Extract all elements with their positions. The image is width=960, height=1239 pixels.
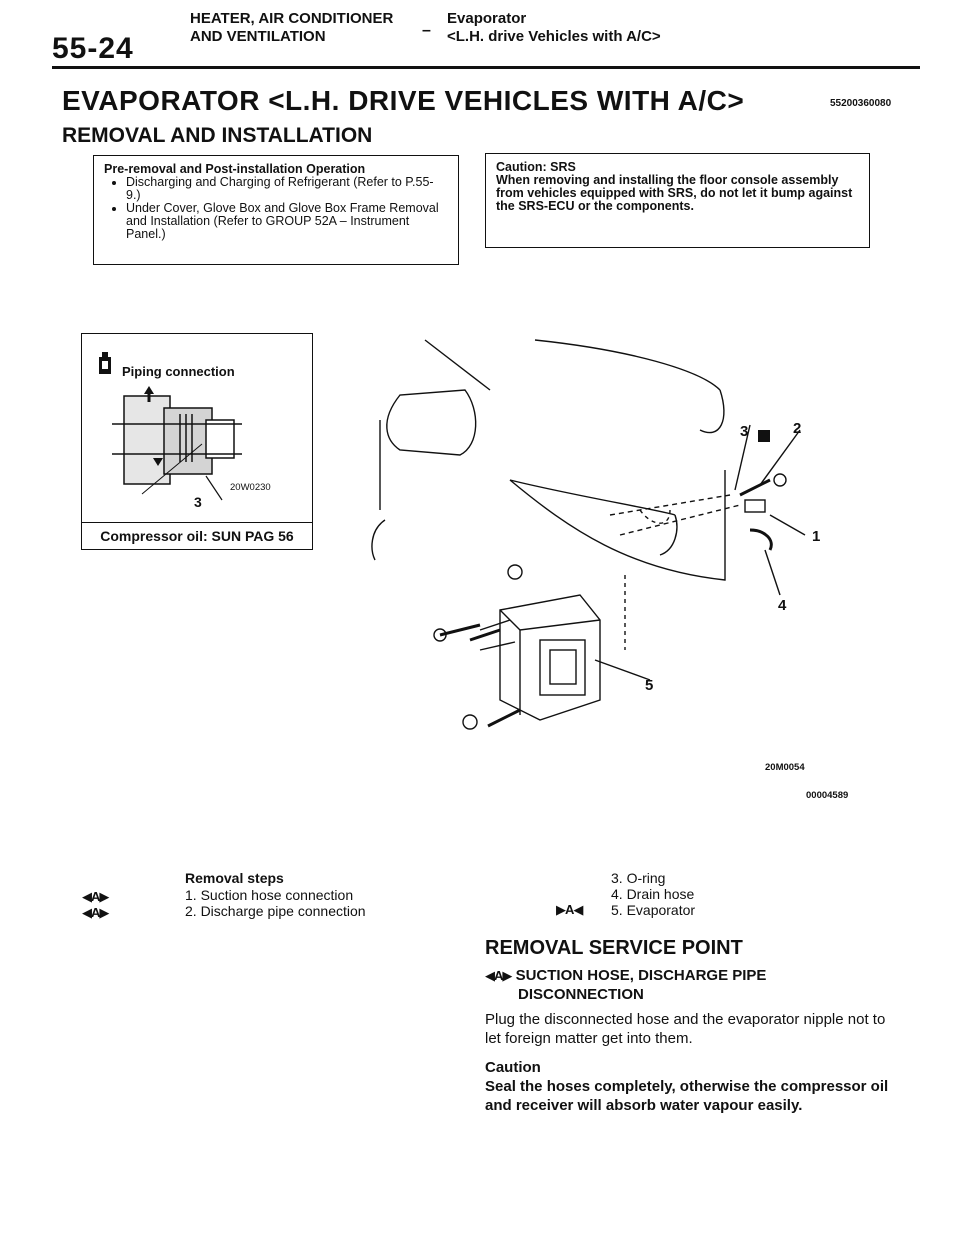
removal-steps-left — [185, 887, 366, 919]
section-subtitle: REMOVAL AND INSTALLATION — [62, 124, 373, 147]
pre-removal-list — [104, 176, 448, 241]
service-marker-a: ◀A▶ — [485, 968, 512, 983]
section-line-1: HEATER, AIR CONDITIONER — [190, 10, 394, 27]
service-caution — [485, 1058, 915, 1115]
removal-step: 5. Evaporator — [611, 902, 696, 918]
diagram-callout-3: 3 — [740, 423, 749, 440]
doc-code: 55200360080 — [830, 98, 892, 109]
service-caution-heading: Caution — [485, 1059, 541, 1076]
removal-step: 4. Drain hose — [611, 886, 695, 902]
header-rule — [52, 66, 920, 69]
srs-caution-box — [485, 153, 870, 248]
section-name — [190, 10, 393, 46]
srs-caution-text: When removing and installing the floor console assembly from vehicles equipped with SRS, do not let it bump against the SRS-ECU or the components. — [496, 173, 853, 213]
evaporator-diagram — [340, 330, 840, 750]
page-number: 55-24 — [52, 32, 134, 65]
inset-title: Piping connection — [122, 364, 235, 379]
removal-marker-a-2: ◀A▶ — [82, 905, 109, 920]
lubricant-can-icon — [96, 352, 118, 376]
pre-removal-item: • Discharging and Charging of Refrigerant (Refer to P.55-9.) — [126, 176, 448, 202]
removal-steps-right — [611, 870, 695, 918]
header-dash: – — [422, 22, 431, 39]
srs-caution-heading: Caution: SRS — [496, 160, 576, 174]
service-subtitle-line-1: SUCTION HOSE, DISCHARGE PIPE — [515, 967, 767, 984]
service-subtitle-line-2: DISCONNECTION — [518, 986, 644, 1003]
pre-removal-item: • Under Cover, Glove Box and Glove Box Frame Removal and Installation (Refer to GROUP 52A – Instrument Panel.) — [126, 202, 448, 241]
inset-callout-3: 3 — [194, 494, 202, 510]
removal-step: 3. O-ring — [611, 870, 666, 886]
removal-step: 2. Discharge pipe connection — [185, 903, 366, 919]
pre-removal-box — [93, 155, 459, 265]
diagram-callout-4: 4 — [778, 597, 787, 614]
pre-removal-heading: Pre-removal and Post-installation Operation — [104, 162, 366, 176]
removal-steps-heading: Removal steps — [185, 870, 284, 886]
removal-marker-a-1: ◀A▶ — [82, 889, 109, 904]
service-point-subtitle — [485, 966, 766, 1004]
diagram-callout-1: 1 — [812, 528, 821, 545]
topic-name — [447, 10, 661, 46]
service-body: Plug the disconnected hose and the evaporator nipple not to let foreign matter get into them. — [485, 1011, 886, 1047]
diagram-figure-code: 20M0054 — [765, 762, 805, 773]
topic-line-1: Evaporator — [447, 10, 527, 27]
page-title: EVAPORATOR <L.H. DRIVE VEHICLES WITH A/C> — [62, 85, 745, 116]
diagram-callout-5: 5 — [645, 677, 654, 694]
install-marker-a: ▶A◀ — [556, 902, 583, 917]
section-line-2: AND VENTILATION — [190, 28, 326, 45]
diagram-image-code: 00004589 — [806, 790, 849, 801]
compressor-oil-label: Compressor oil: SUN PAG 56 — [82, 522, 312, 549]
service-point-title: REMOVAL SERVICE POINT — [485, 937, 743, 959]
piping-inset — [81, 333, 313, 550]
inset-figure-code: 20W0230 — [230, 482, 271, 493]
topic-line-2: <L.H. drive Vehicles with A/C> — [447, 28, 661, 45]
diagram-callout-2: 2 — [793, 420, 802, 437]
service-caution-text: Seal the hoses completely, otherwise the compressor oil and receiver will absorb water vapour easily. — [485, 1078, 889, 1114]
removal-step: 1. Suction hose connection — [185, 887, 354, 903]
